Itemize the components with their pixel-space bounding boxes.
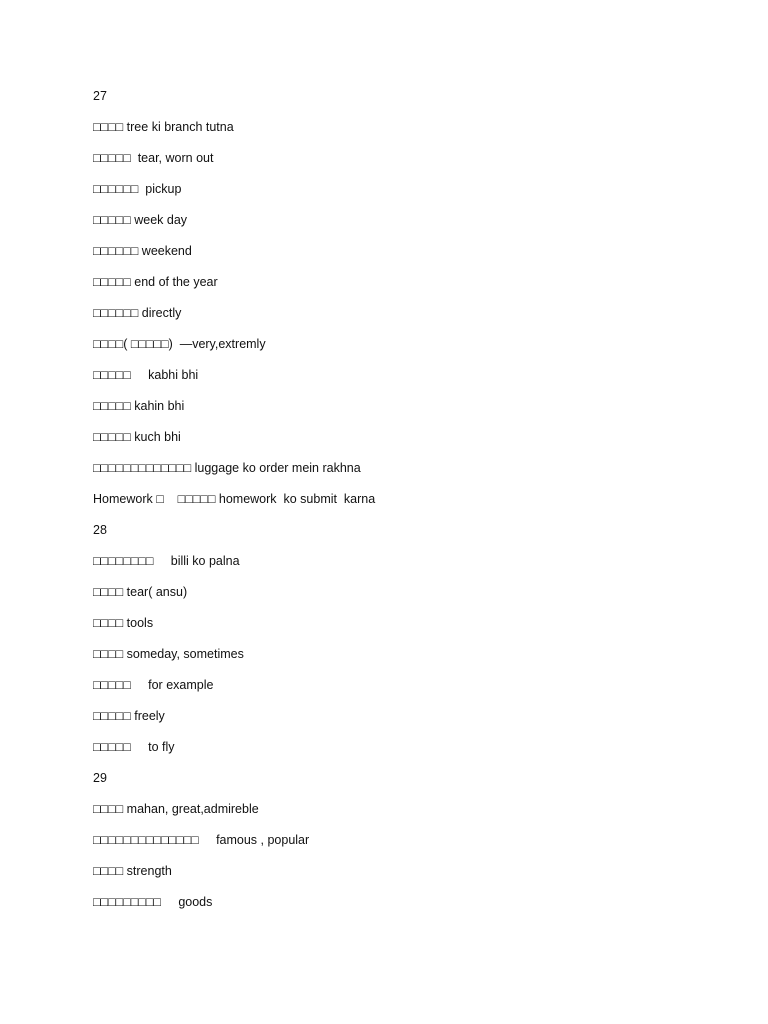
meaning-text: mahan, great,admireble [123,802,259,816]
japanese-term: □□□□( □□□□□) [93,337,173,351]
vocab-list [93,87,375,924]
vocab-line [93,211,375,242]
japanese-term: □□□□□ [93,709,131,723]
meaning-text: directly [138,306,182,320]
japanese-term: □□□□□ [93,678,131,692]
vocab-line [93,552,375,583]
meaning-text: goods [160,895,213,909]
meaning-text: strength [123,864,172,878]
meaning-text: —very,extremly [172,337,266,351]
vocab-line [93,242,375,273]
vocab-line [93,180,375,211]
japanese-term: □□□□□ [93,151,131,165]
japanese-term: □□□□□□□□□□□□□□ [93,833,199,847]
vocab-line [93,800,375,831]
meaning-text: to fly [130,740,175,754]
vocab-line [93,583,375,614]
japanese-term: □□□□ [93,120,124,134]
meaning-text: freely [130,709,165,723]
meaning-text: tree ki branch tutna [123,120,234,134]
vocab-line [93,149,375,180]
meaning-text: kuch bhi [130,430,181,444]
japanese-term: □□□□□ [93,368,131,382]
meaning-text: for example [130,678,214,692]
meaning-text: kabhi bhi [130,368,199,382]
japanese-term: □□□□□ [93,399,131,413]
japanese-term: □□□□ [93,647,124,661]
japanese-term: □□□□ [93,616,124,630]
japanese-term: □□□□□□ [93,244,139,258]
meaning-text: pickup [138,182,182,196]
japanese-term: □□□□ [93,585,124,599]
vocab-line [93,614,375,645]
vocab-line [93,738,375,769]
vocab-line [93,273,375,304]
meaning-text: 27 [93,89,107,103]
meaning-text: tear, worn out [130,151,214,165]
japanese-term: □□□□□ [93,275,131,289]
japanese-term: □□□□□ [93,213,131,227]
vocab-line [93,676,375,707]
vocab-line [93,87,375,118]
japanese-term: □□□□□□□□□□□□□ [93,461,192,475]
japanese-term: □□□□ [93,802,124,816]
vocab-line [93,335,375,366]
vocab-line [93,459,375,490]
japanese-term: Homework □ □□□□□ [93,492,216,506]
vocab-line [93,304,375,335]
vocab-line [93,428,375,459]
meaning-text: kahin bhi [130,399,185,413]
meaning-text: famous , popular [198,833,310,847]
vocab-line [93,118,375,149]
meaning-text: luggage ko order mein rakhna [191,461,361,475]
meaning-text: 29 [93,771,107,785]
japanese-term: □□□□□ [93,740,131,754]
meaning-text: tools [123,616,154,630]
vocab-line [93,893,375,924]
meaning-text: tear( ansu) [123,585,188,599]
vocab-line [93,831,375,862]
vocab-line [93,366,375,397]
meaning-text: 28 [93,523,107,537]
japanese-term: □□□□□□□□□ [93,895,161,909]
vocab-line [93,521,375,552]
vocab-line [93,769,375,800]
japanese-term: □□□□□□□□ [93,554,154,568]
japanese-term: □□□□□□ [93,182,139,196]
japanese-term: □□□□ [93,864,124,878]
meaning-text: weekend [138,244,192,258]
vocab-line [93,707,375,738]
meaning-text: end of the year [130,275,218,289]
meaning-text: homework ko submit karna [215,492,376,506]
meaning-text: week day [130,213,188,227]
vocab-line [93,397,375,428]
japanese-term: □□□□□ [93,430,131,444]
vocab-line [93,862,375,893]
japanese-term: □□□□□□ [93,306,139,320]
vocab-line [93,645,375,676]
meaning-text: billi ko palna [153,554,240,568]
meaning-text: someday, sometimes [123,647,244,661]
vocab-line [93,490,375,521]
